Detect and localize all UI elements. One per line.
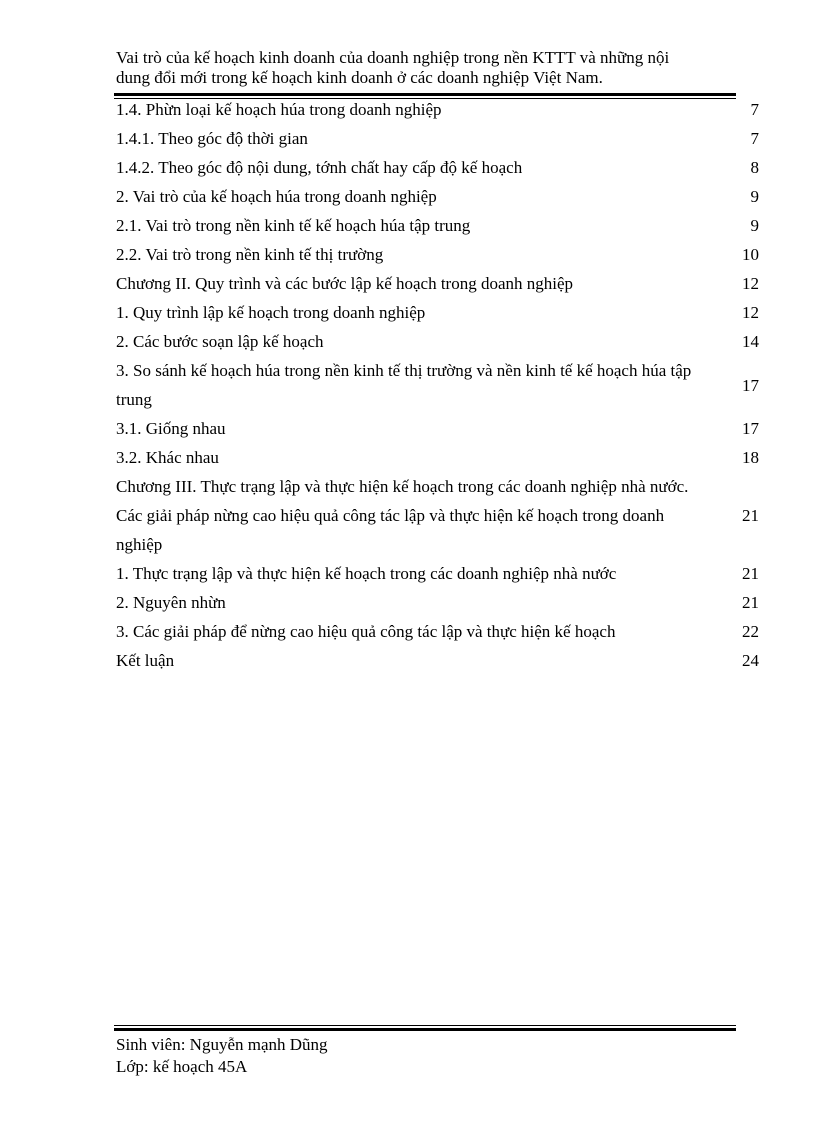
toc-entry-title: 2.2. Vai trò trong nền kinh tế thị trường [116, 245, 384, 264]
toc-entry-page: 14 [742, 332, 759, 351]
toc-row [116, 472, 759, 559]
footer-rule [114, 1025, 736, 1031]
footer-class: Lớp: kế hoạch 45A [116, 1057, 248, 1076]
header-line-1: Vai trò của kế hoạch kinh doanh của doanh nghiệp trong nền KTTT và những nội [116, 48, 670, 67]
toc-entry-page: 21 [742, 506, 759, 525]
toc-entry-page: 12 [742, 303, 759, 322]
toc-row [116, 356, 759, 414]
toc-entry-title: 1. Quy trình lập kế hoạch trong doanh nghiệp [116, 303, 426, 322]
toc-entry-title: 2. Nguyên nhừn [116, 593, 226, 612]
toc-row [116, 298, 759, 327]
toc-entry-page: 9 [750, 187, 759, 206]
toc-entry-page: 17 [742, 375, 759, 395]
toc-entry-title: 3.1. Giống nhau [116, 419, 226, 438]
toc-row [116, 443, 759, 472]
toc-row [116, 95, 759, 124]
toc-entry-page: 21 [742, 564, 759, 583]
toc-entry-page: 7 [750, 100, 759, 119]
table-of-contents [116, 95, 759, 675]
toc-entry-title: 2. Vai trò của kế hoạch húa trong doanh nghiệp [116, 187, 437, 206]
toc-entry-page: 17 [742, 419, 759, 438]
toc-entry-title: 2.1. Vai trò trong nền kinh tế kế hoạch húa tập trung [116, 216, 471, 235]
toc-row [116, 646, 759, 675]
toc-entry-title: 1. Thực trạng lập và thực hiện kế hoạch trong các doanh nghiệp nhà nước [116, 564, 617, 583]
toc-row [116, 182, 759, 211]
toc-row [116, 153, 759, 182]
toc-row [116, 211, 759, 240]
toc-row [116, 327, 759, 356]
toc-row [116, 240, 759, 269]
toc-row [116, 414, 759, 443]
toc-entry-page: 9 [750, 216, 759, 235]
toc-entry-page: 8 [750, 158, 759, 177]
toc-entry-title: Chương III. Thực trạng lập và thực hiện kế hoạch trong các doanh nghiệp nhà nước. Các giải pháp nừng cao hiệu quả công tác lập và thực hiện kế hoạch trong doanh nghiệp [116, 477, 689, 554]
toc-row [116, 124, 759, 153]
toc-entry-page: 21 [742, 593, 759, 612]
toc-entry-title: 3. So sánh kế hoạch húa trong nền kinh tế thị trường và nền kinh tế kế hoạch húa tập trung [116, 361, 692, 409]
toc-row [116, 588, 759, 617]
footer-student: Sinh viên: Nguyễn mạnh Dũng [116, 1035, 328, 1054]
toc-entry-title: 2. Các bước soạn lập kế hoạch [116, 332, 324, 351]
toc-entry-page: 24 [742, 651, 759, 670]
toc-entry-title: 3. Các giải pháp để nừng cao hiệu quả công tác lập và thực hiện kế hoạch [116, 622, 616, 641]
page-footer [116, 1034, 716, 1078]
toc-entry-page: 10 [742, 245, 759, 264]
toc-entry-title: 3.2. Khác nhau [116, 448, 219, 467]
toc-row [116, 559, 759, 588]
toc-entry-title: 1.4. Phừn loại kế hoạch húa trong doanh nghiệp [116, 100, 442, 119]
toc-entry-title: Kết luận [116, 651, 175, 670]
toc-entry-title: 1.4.2. Theo góc độ nội dung, tớnh chất hay cấp độ kế hoạch [116, 158, 523, 177]
toc-entry-page: 18 [742, 448, 759, 467]
toc-row [116, 269, 759, 298]
toc-entry-page: 22 [742, 622, 759, 641]
toc-entry-page: 7 [750, 129, 759, 148]
toc-entry-title: Chương II. Quy trình và các bước lập kế hoạch trong doanh nghiệp [116, 274, 574, 293]
header-line-2: dung đổi mới trong kế hoạch kinh doanh ở các doanh nghiệp Việt Nam. [116, 68, 603, 87]
toc-entry-page: 12 [742, 274, 759, 293]
toc-row [116, 617, 759, 646]
page-header [116, 48, 758, 88]
toc-entry-title: 1.4.1. Theo góc độ thời gian [116, 129, 308, 148]
